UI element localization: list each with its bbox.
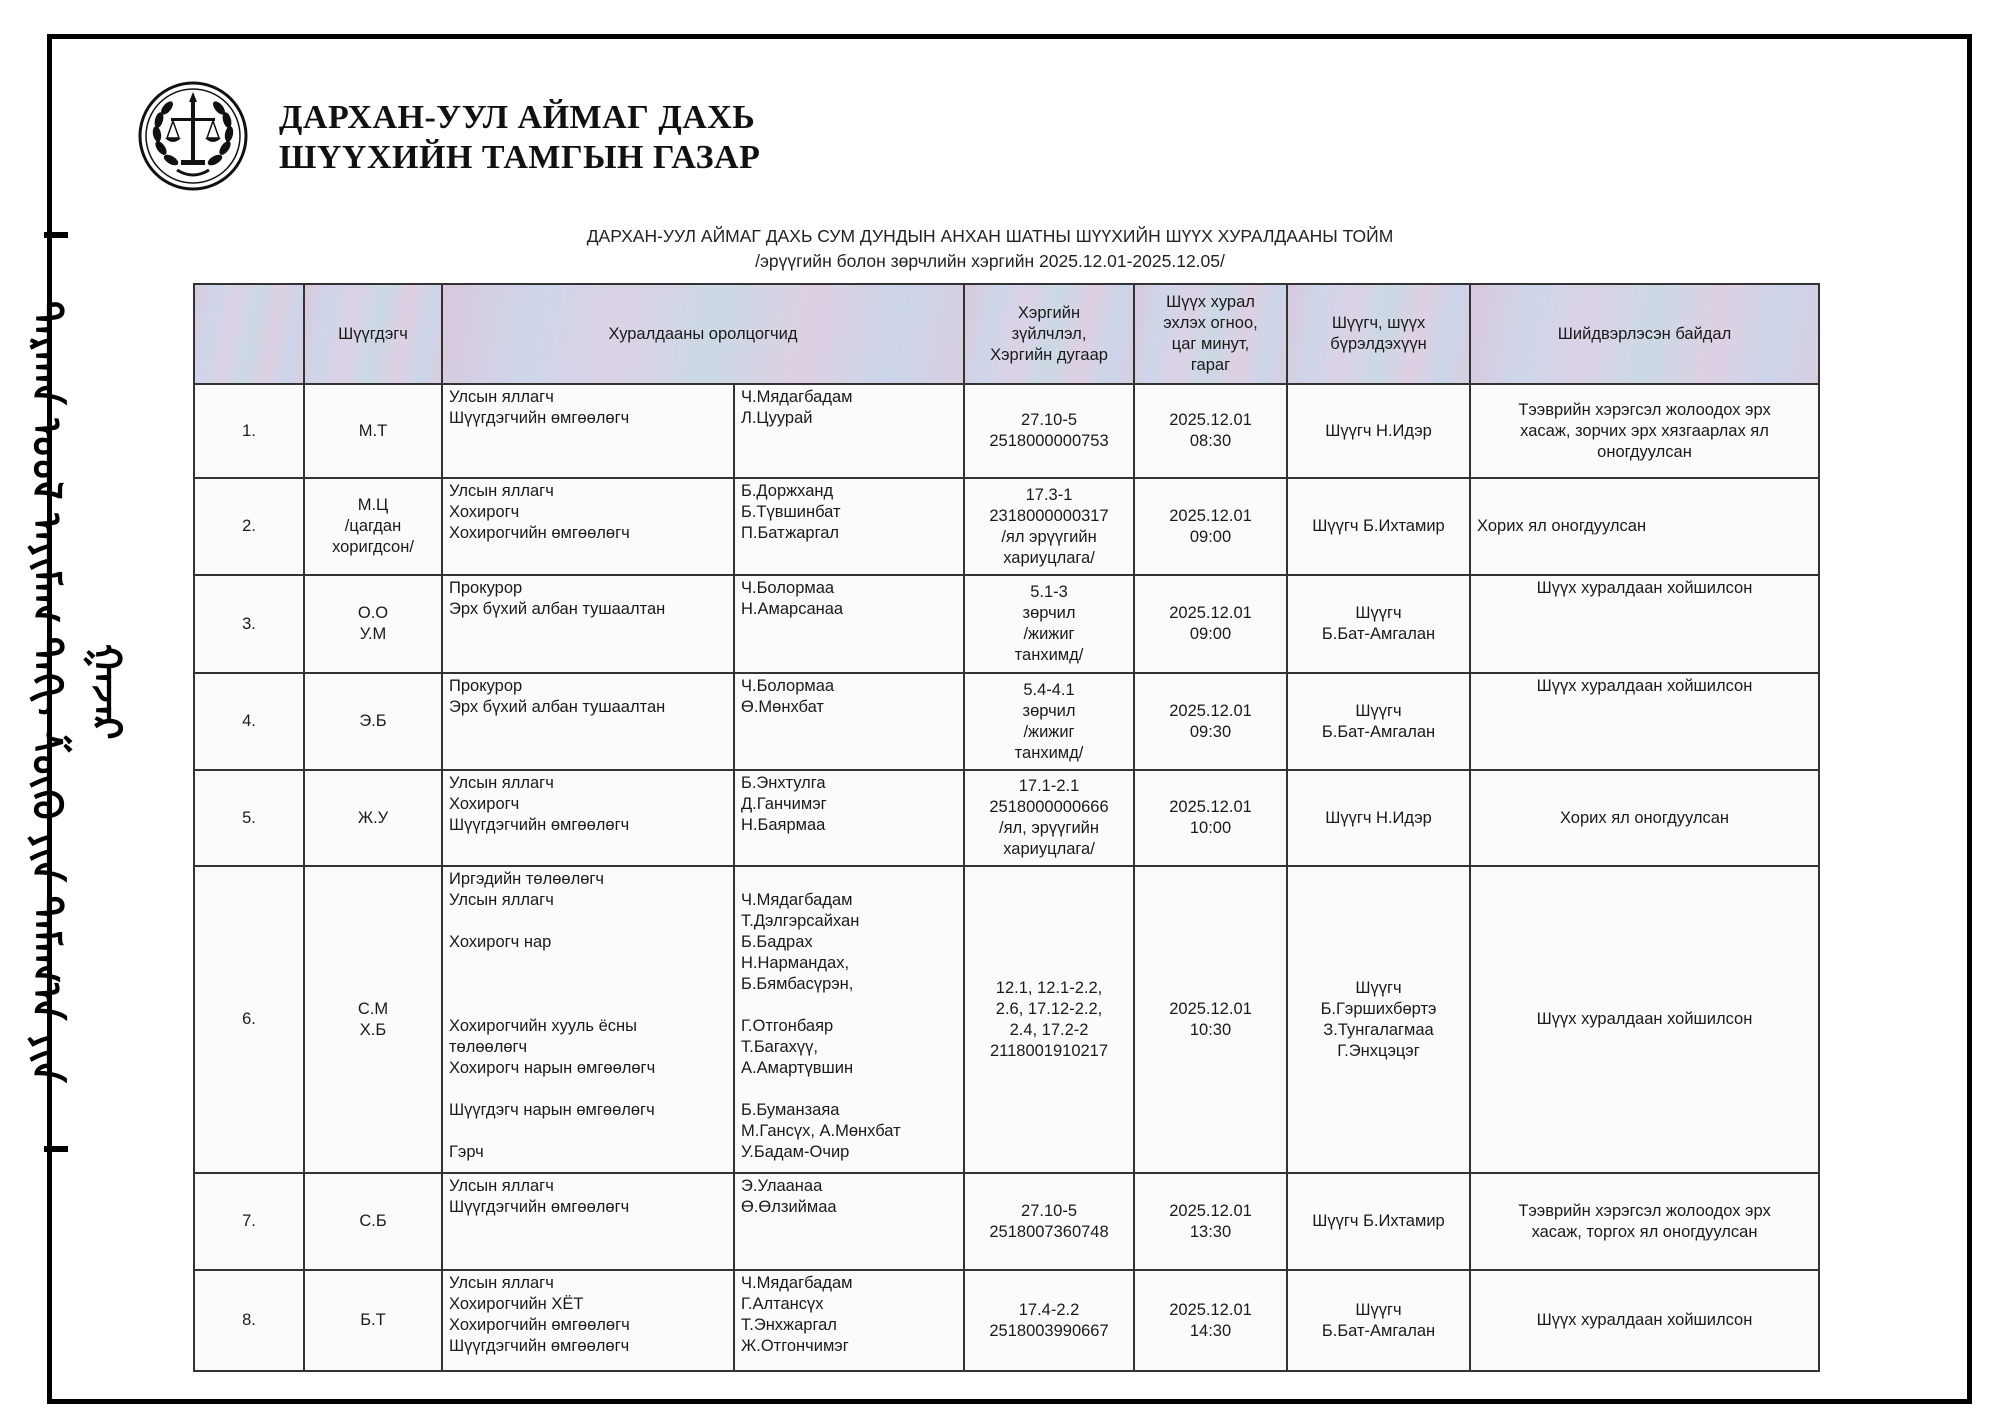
participant-roles: Улсын яллагч Хохирогчийн ХЁТ Хохирогчийн өмгөөлөгч Шүүгдэгчийн өмгөөлөгч [442, 1270, 734, 1371]
participant-names: Ч.Болормаа Н.Амарсанаа [734, 575, 964, 673]
datetime-cell: 2025.12.01 09:00 [1134, 575, 1287, 673]
defendant-cell: Б.Т [304, 1270, 442, 1371]
datetime-cell: 2025.12.01 14:30 [1134, 1270, 1287, 1371]
header-case: Хэргийн зүйлчлэл, Хэргийн дугаар [964, 284, 1134, 384]
participant-roles: Иргэдийн төлөөлөгч Улсын яллагч Хохирогч нар Хохирогчийн хууль ёсны төлөөлөгч Хохирогч нарын өмгөөлөгч Шүүгдэгч нарын өмгөөлөгч Гэрч [442, 866, 734, 1173]
row-number: 2. [194, 478, 304, 575]
row-number: 6. [194, 866, 304, 1173]
table-header-row [194, 284, 1819, 384]
header-number [194, 284, 304, 384]
case-cell: 27.10-5 2518007360748 [964, 1173, 1134, 1270]
table-row [194, 478, 1819, 575]
decision-cell: Хорих ял оногдуулсан [1470, 770, 1819, 866]
case-cell: 12.1, 12.1-2.2, 2.6, 17.12-2.2, 2.4, 17.2-2 2118001910217 [964, 866, 1134, 1173]
header-participants: Хуралдааны оролцогчид [442, 284, 964, 384]
datetime-cell: 2025.12.01 10:00 [1134, 770, 1287, 866]
script-rule-top [44, 232, 68, 238]
judge-cell: Шүүгч Б.Бат-Амгалан [1287, 1270, 1470, 1371]
table-row [194, 770, 1819, 866]
judge-cell: Шүүгч Б.Ихтамир [1287, 1173, 1470, 1270]
decision-cell: Шүүх хуралдаан хойшилсон [1470, 1270, 1819, 1371]
header-decision: Шийдвэрлэсэн байдал [1470, 284, 1819, 384]
court-emblem-icon [137, 80, 249, 192]
participant-names: Э.Улаанаа Ө.Өлзиймаа [734, 1173, 964, 1270]
row-number: 1. [194, 384, 304, 478]
datetime-cell: 2025.12.01 13:30 [1134, 1173, 1287, 1270]
row-number: 7. [194, 1173, 304, 1270]
datetime-cell: 2025.12.01 08:30 [1134, 384, 1287, 478]
judge-cell: Шүүгч Б.Гэршихбөртэ З.Тунгалагмаа Г.Энхцэцэг [1287, 866, 1470, 1173]
decision-cell: Шүүх хуралдаан хойшилсон [1470, 673, 1819, 770]
datetime-cell: 2025.12.01 10:30 [1134, 866, 1287, 1173]
judge-cell: Шүүгч Б.Ихтамир [1287, 478, 1470, 575]
row-number: 4. [194, 673, 304, 770]
table-row [194, 1173, 1819, 1270]
defendant-cell: Ж.У [304, 770, 442, 866]
participant-roles: Улсын яллагч Шүүгдэгчийн өмгөөлөгч [442, 1173, 734, 1270]
participant-names: Ч.Мядагбадам Т.Дэлгэрсайхан Б.Бадрах Н.Нармандах, Б.Бямбасүрэн, Г.Отгонбаяр Т.Багахүү, А.Амартүвшин Б.Буманзаяа М.Гансүх, А.Мөнхбат У.Бадам-Очир [734, 866, 964, 1173]
participant-roles: Прокурор Эрх бүхий албан тушаалтан [442, 673, 734, 770]
judge-cell: Шүүгч Б.Бат-Амгалан [1287, 673, 1470, 770]
document-subtitle: /эрүүгийн болон зөрчлийн хэргийн 2025.12.01-2025.12.05/ [755, 251, 1225, 271]
decision-cell: Тээврийн хэрэгсэл жолоодох эрх хасаж, зорчих эрх хязгаарлах ял оногдуулсан [1470, 384, 1819, 478]
header-datetime: Шүүх хурал эхлэх огноо, цаг минут, гараг [1134, 284, 1287, 384]
organization-title [279, 98, 760, 178]
header-defendant: Шүүгдэгч [304, 284, 442, 384]
datetime-cell: 2025.12.01 09:30 [1134, 673, 1287, 770]
judge-cell: Шүүгч Н.Идэр [1287, 384, 1470, 478]
decision-cell: Шүүх хуралдаан хойшилсон [1470, 866, 1819, 1173]
case-cell: 17.1-2.1 2518000000666 /ял, эрүүгийн хариуцлага/ [964, 770, 1134, 866]
org-title-line1: ДАРХАН-УУЛ АЙМАГ ДАХЬ [279, 99, 756, 136]
table-row [194, 673, 1819, 770]
participant-roles: Прокурор Эрх бүхий албан тушаалтан [442, 575, 734, 673]
script-rule-bottom [44, 1146, 68, 1152]
defendant-cell: М.Ц /цагдан хоригдсон/ [304, 478, 442, 575]
decision-cell: Тээврийн хэрэгсэл жолоодох эрх хасаж, торгох ял оногдуулсан [1470, 1173, 1819, 1270]
document-title: ДАРХАН-УУЛ АЙМАГ ДАХЬ СУМ ДУНДЫН АНХАН ШАТНЫ ШҮҮХИЙН ШҮҮХ ХУРАЛДААНЫ ТОЙМ [586, 226, 1394, 246]
participant-roles: Улсын яллагч Хохирогч Хохирогчийн өмгөөлөгч [442, 478, 734, 575]
decision-cell: Шүүх хуралдаан хойшилсон [1470, 575, 1819, 673]
defendant-cell: С.Б [304, 1173, 442, 1270]
defendant-cell: М.Т [304, 384, 442, 478]
row-number: 3. [194, 575, 304, 673]
case-cell: 17.3-1 2318000000317 /ял эрүүгийн хариуцлага/ [964, 478, 1134, 575]
org-title-line2: ШҮҮХИЙН ТАМГЫН ГАЗАР [279, 139, 761, 176]
decision-cell: Хорих ял оногдуулсан [1470, 478, 1819, 575]
participant-roles: Улсын яллагч Хохирогч Шүүгдэгчийн өмгөөлөгч [442, 770, 734, 866]
case-cell: 5.4-4.1 зөрчил /жижиг танхимд/ [964, 673, 1134, 770]
participant-names: Б.Энхтулга Д.Ганчимэг Н.Баярмаа [734, 770, 964, 866]
case-cell: 27.10-5 2518000000753 [964, 384, 1134, 478]
defendant-cell: С.М Х.Б [304, 866, 442, 1173]
hearing-schedule-table [193, 283, 1820, 1372]
case-cell: 17.4-2.2 2518003990667 [964, 1270, 1134, 1371]
table-row [194, 866, 1819, 1173]
datetime-cell: 2025.12.01 09:00 [1134, 478, 1287, 575]
participant-names: Ч.Мядагбадам Г.Алтансүх Т.Энхжаргал Ж.Отгончимэг [734, 1270, 964, 1371]
row-number: 8. [194, 1270, 304, 1371]
defendant-cell: О.О У.М [304, 575, 442, 673]
participant-names: Ч.Мядагбадам Л.Цуурай [734, 384, 964, 478]
case-cell: 5.1-3 зөрчил /жижиг танхимд/ [964, 575, 1134, 673]
header-judge: Шүүгч, шүүх бүрэлдэхүүн [1287, 284, 1470, 384]
participant-names: Ч.Болормаа Ө.Мөнхбат [734, 673, 964, 770]
table-row [194, 1270, 1819, 1371]
participant-roles: Улсын яллагч Шүүгдэгчийн өмгөөлөгч [442, 384, 734, 478]
table-row [194, 384, 1819, 478]
defendant-cell: Э.Б [304, 673, 442, 770]
participant-names: Б.Доржханд Б.Түвшинбат П.Батжаргал [734, 478, 964, 575]
judge-cell: Шүүгч Б.Бат-Амгалан [1287, 575, 1470, 673]
judge-cell: Шүүгч Н.Идэр [1287, 770, 1470, 866]
vertical-mongolian-script [4, 212, 130, 1152]
table-row [194, 575, 1819, 673]
row-number: 5. [194, 770, 304, 866]
side-script-text: ᠳᠠᠷᠬᠠᠨ ᠤᠤᠯ ᠠᠶᠢᠮᠠᠭ ᠳᠠᠬᠢ ᠱᠦᠬᠦ ᠶᠢᠨ ᠲᠠᠮᠠᠭ᠎ᠠ ᠶᠢᠨ ᠭᠠᠵᠠᠷ [23, 301, 130, 1083]
document-heading [180, 224, 1800, 274]
